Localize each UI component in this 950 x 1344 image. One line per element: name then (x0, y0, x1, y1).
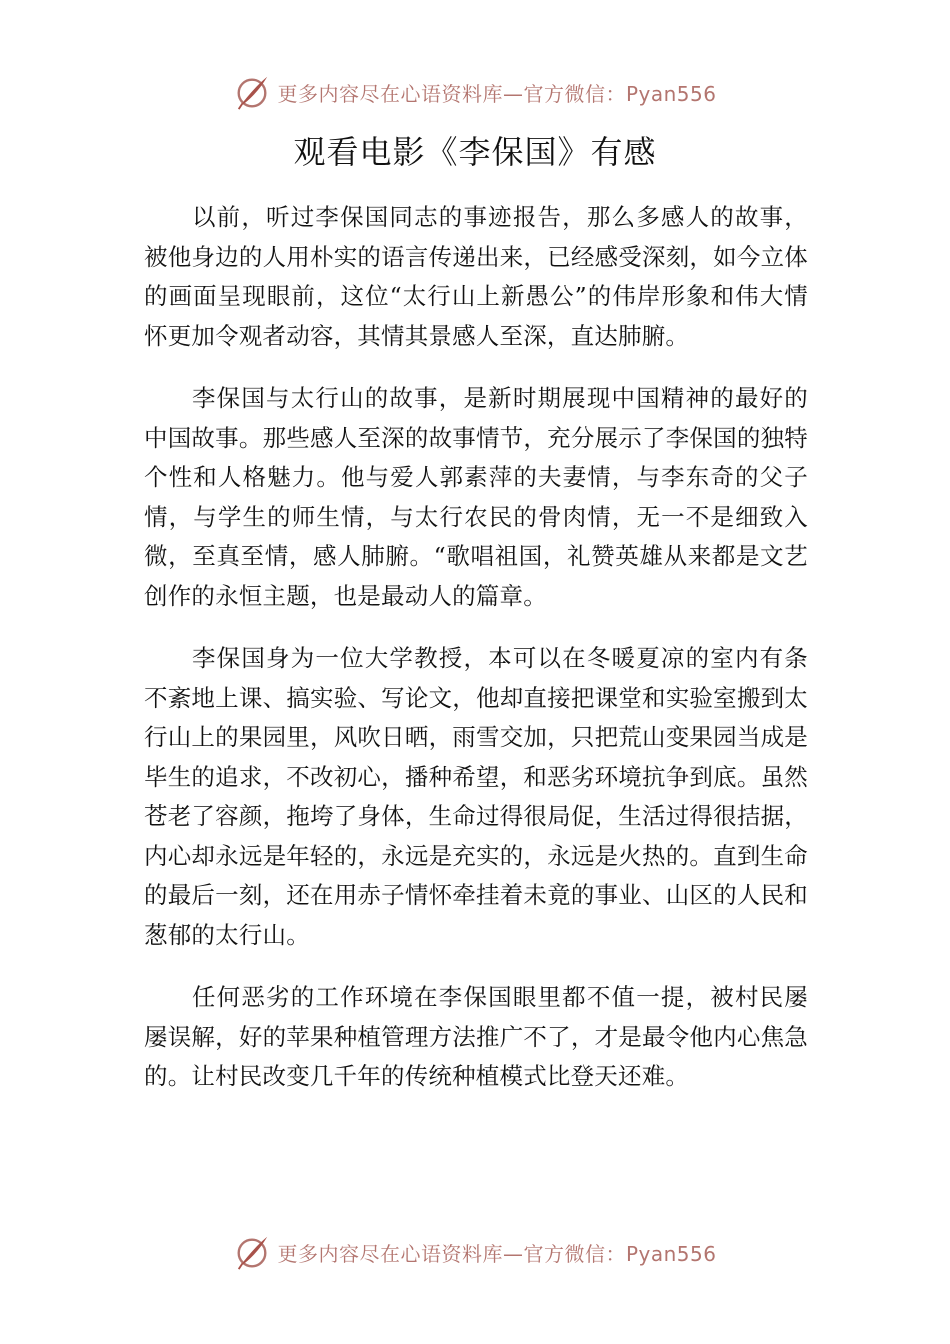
quill-logo-icon (233, 73, 271, 111)
paragraph: 以前，听过李保国同志的事迹报告，那么多感人的故事，被他身边的人用朴实的语言传递出来，已经感受深刻，如今立体的画面呈现眼前，这位“太行山上新愚公”的伟岸形象和伟大情怀更加令观者动容，其情其景感人至深，直达肺腑。 (144, 203, 808, 350)
paragraph: 李保国身为一位大学教授，本可以在冬暖夏凉的室内有条不紊地上课、搞实验、写论文，他却直接把课堂和实验室搬到太行山上的果园里，风吹日晒，雨雪交加，只把荒山变果园当成是毕生的追求，不改初心，播种希望，和恶劣环境抗争到底。虽然苍老了容颜，拖垮了身体，生命过得很局促，生活过得很拮据，内心却永远是年轻的，永远是充实的，永远是火热的。直到生命的最后一刻，还在用赤子情怀牵挂着未竟的事业、山区的人民和葱郁的太行山。 (144, 644, 808, 949)
header-watermark (0, 72, 950, 112)
page-title: 观看电影《李保国》有感 (293, 133, 657, 171)
footer-watermark (0, 1232, 950, 1272)
article-body (144, 198, 808, 1120)
paragraph: 任何恶劣的工作环境在李保国眼里都不值一提，被村民屡屡误解，好的苹果种植管理方法推广不了，才是最令他内心焦急的。让村民改变几千年的传统种植模式比登天还难。 (144, 983, 808, 1090)
paragraph: 李保国与太行山的故事，是新时期展现中国精神的最好的中国故事。那些感人至深的故事情节，充分展示了李保国的独特个性和人格魅力。他与爱人郭素萍的夫妻情，与李东奇的父子情，与学生的师生情，与太行农民的骨肉情，无一不是细致入微，至真至情，感人肺腑。“歌唱祖国，礼赞英雄从来都是文艺创作的永恒主题，也是最动人的篇章。 (144, 384, 808, 610)
watermark-text: 更多内容尽在心语资料库—官方微信：Pyan556 (277, 1241, 717, 1266)
quill-logo-icon (233, 1233, 271, 1271)
watermark-text: 更多内容尽在心语资料库—官方微信：Pyan556 (277, 81, 717, 106)
